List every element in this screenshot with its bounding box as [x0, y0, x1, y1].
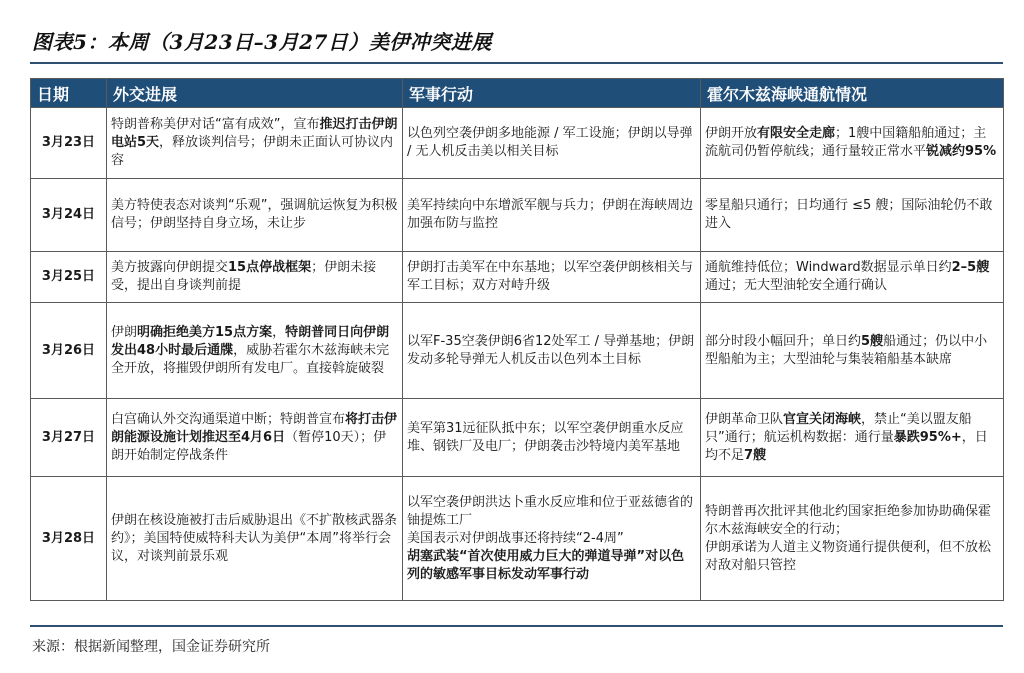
- emphasis-text: 明确拒绝美方15点方案: [137, 324, 273, 340]
- cell-text: 伊朗在核设施被打击后威胁退出《不扩散核武器条约》；美国特使威特科夫认为美伊“本周”将举行会议，对谈判前景乐观: [111, 512, 398, 564]
- cell-text: 美方特使表态对谈判“乐观”，强调航运恢复为积极信号；伊朗坚持自身立场，未让步: [111, 198, 398, 231]
- emphasis-text: 胡塞武装“首次使用威力巨大的弹道导弹”对以色列的敏感军事目标发动军事行动: [407, 548, 685, 582]
- cell-text: 伊朗打击美军在中东基地；以军空袭伊朗核相关与军工目标；双方对峙升级: [407, 260, 694, 293]
- table-row: [31, 252, 1004, 303]
- table-row: [31, 108, 1004, 179]
- cell-text: 美军持续向中东增派军舰与兵力；伊朗在海峡周边加强布防与监控: [407, 198, 694, 231]
- table-row: [31, 303, 1004, 399]
- conflict-progress-table: [30, 78, 1004, 601]
- cell-text: 美国表示对伊朗战事还将持续“2-4周”: [407, 530, 624, 546]
- cell-text: 通航维持低位；Windward数据显示单日约: [705, 260, 952, 275]
- row-date: 3月25日: [31, 252, 107, 303]
- cell-text: ，威胁若霍尔木兹海峡未完全开放，将摧毁伊朗所有发电厂。直接斡旋破裂: [111, 342, 390, 376]
- cell-text: 伊朗承诺为人道主义物资通行提供便利，但不放松对敌对船只管控: [705, 539, 992, 573]
- emphasis-text: 特朗普同日向伊朗发出48小时最后通牒: [111, 324, 390, 358]
- cell-text: ；伊朗未接受，提出自身谈判前提: [111, 260, 377, 293]
- row-date: 3月24日: [31, 179, 107, 252]
- cell-text: 船通过；仍以中小型船舶为主；大型油轮与集装箱船基本缺席: [705, 333, 988, 367]
- emphasis-text: 有限安全走廊: [757, 126, 836, 141]
- cell-text: 以军空袭伊朗洪达卜重水反应堆和位于亚兹德省的铀提炼工厂: [407, 494, 694, 528]
- header-date: 日期: [31, 79, 107, 108]
- diplomacy-cell: [107, 399, 403, 477]
- footer-divider: [30, 625, 1003, 627]
- emphasis-text: 2–5艘: [951, 260, 990, 275]
- diplomacy-cell: [107, 252, 403, 303]
- cell-text: ，日均不足: [705, 429, 988, 463]
- row-date: 3月26日: [31, 303, 107, 399]
- row-date: 3月28日: [31, 477, 107, 601]
- military-cell: [403, 108, 701, 179]
- table-row: [31, 179, 1004, 252]
- military-cell: [403, 399, 701, 477]
- emphasis-text: 锐减约95%: [926, 144, 997, 159]
- shipping-cell: [701, 108, 1004, 179]
- diplomacy-cell: [107, 303, 403, 399]
- cell-text: ；1艘中国籍船舶通过；主流航司仍暂停航线；通行量较正常水平: [705, 126, 987, 159]
- shipping-cell: [701, 303, 1004, 399]
- cell-text: ，: [272, 324, 286, 340]
- source-note: 来源：根据新闻整理，国金证券研究所: [32, 639, 270, 655]
- table-row: [31, 477, 1004, 601]
- title-divider: [30, 62, 1003, 64]
- cell-text: （暂停10天）；伊朗开始制定停战条件: [111, 429, 387, 463]
- military-cell: [403, 303, 701, 399]
- cell-text: 以色列空袭伊朗多地能源 / 军工设施；伊朗以导弹 / 无人机反击美以相关目标: [407, 126, 693, 159]
- shipping-cell: [701, 252, 1004, 303]
- cell-text: 美军第31远征队抵中东；以军空袭伊朗重水反应堆、钢铁厂及电厂；伊朗袭击沙特境内美军基地: [407, 420, 684, 454]
- figure-title: 图表5：本周（3月23日–3月27日）美伊冲突进展: [32, 30, 492, 54]
- emphasis-text: 15点停战框架: [228, 260, 312, 275]
- cell-text: 伊朗开放: [705, 126, 758, 141]
- emphasis-text: 5艘: [861, 333, 884, 349]
- cell-text: 美方披露向伊朗提交: [111, 260, 229, 275]
- diplomacy-cell: [107, 179, 403, 252]
- cell-text: 特朗普再次批评其他北约国家拒绝参加协助确保霍尔木兹海峡安全的行动；: [705, 503, 992, 537]
- military-cell: [403, 477, 701, 601]
- diplomacy-cell: [107, 477, 403, 601]
- header-diplomacy: 外交进展: [107, 79, 403, 108]
- cell-text: ，禁止“美以盟友船只”通行；航运机构数据：通行量: [705, 411, 972, 445]
- header-military: 军事行动: [403, 79, 701, 108]
- cell-text: 特朗普称美伊对话“富有成效”，宣布: [111, 117, 320, 132]
- header-shipping: 霍尔木兹海峡通航情况: [701, 79, 1004, 108]
- emphasis-text: 将打击伊朗能源设施计划推迟至4月6日: [111, 411, 398, 445]
- shipping-cell: [701, 399, 1004, 477]
- emphasis-text: 7艘: [744, 447, 767, 463]
- row-date: 3月27日: [31, 399, 107, 477]
- shipping-cell: [701, 477, 1004, 601]
- cell-text: 零星船只通行；日均通行 ≤5 艘；国际油轮仍不敢进入: [705, 198, 993, 231]
- cell-text: 伊朗革命卫队: [705, 411, 784, 427]
- emphasis-text: 暴跌95%+: [893, 429, 962, 445]
- diplomacy-cell: [107, 108, 403, 179]
- military-cell: [403, 179, 701, 252]
- table-row: [31, 399, 1004, 477]
- cell-text: 以军F-35空袭伊朗6省12处军工 / 导弹基地；伊朗发动多轮导弹无人机反击以色列本土目标: [407, 333, 695, 367]
- cell-text: 部分时段小幅回升；单日约: [705, 333, 862, 349]
- cell-text: 白宫确认外交沟通渠道中断；特朗普宣布: [111, 411, 346, 427]
- cell-text: 通过；无大型油轮安全通行确认: [705, 278, 888, 293]
- military-cell: [403, 252, 701, 303]
- cell-text: 伊朗: [111, 324, 138, 340]
- emphasis-text: 推迟打击伊朗电站5天: [111, 117, 398, 150]
- shipping-cell: [701, 179, 1004, 252]
- emphasis-text: 官宣关闭海峡: [783, 411, 862, 427]
- cell-text: ，释放谈判信号；伊朗未正面认可协议内容: [111, 135, 394, 168]
- table-header-row: [31, 79, 1004, 108]
- row-date: 3月23日: [31, 108, 107, 179]
